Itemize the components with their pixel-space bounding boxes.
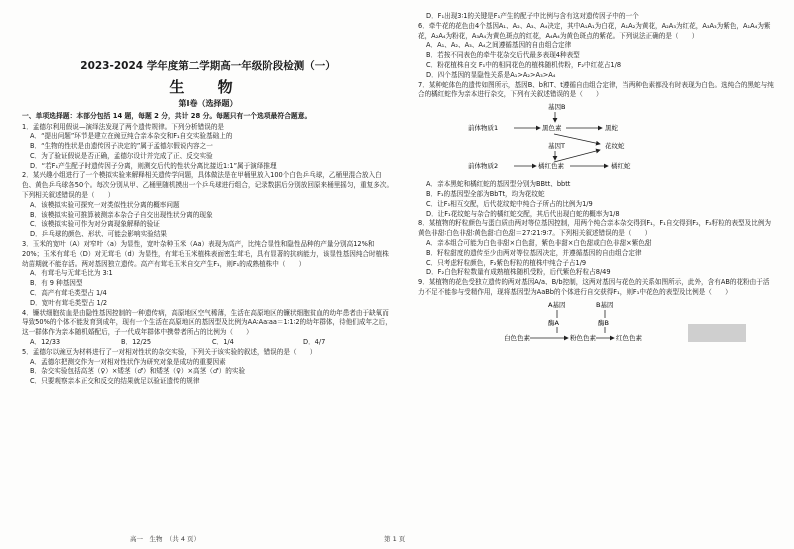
- question-3-option-d: D．宽叶有茸毛类型占 1/2: [30, 298, 108, 307]
- label-orange-snake: 橘红蛇: [611, 162, 631, 171]
- label-gene-a: A基因: [548, 300, 566, 309]
- question-2-option-d: D．乒乓球的颜色、形状、可能会影响实验结果: [30, 230, 167, 239]
- question-5-stem: 5．孟德尔以豌豆为材料进行了一对相对性状的杂交实验，下列关于该实验的叙述，错误的是（ ）: [22, 347, 317, 356]
- question-4-option-c: C．1/4: [212, 338, 234, 347]
- question-1-option-d: D．“若F₁产生配子时遗传因子分离，则测交后代的性状分离比接近1:1”属于演绎推理: [30, 161, 277, 170]
- right-column: [418, 0, 776, 549]
- question-5-option-c: C．只要观察亲本正交和反交的结果就足以验证遗传的规律: [30, 377, 200, 386]
- label-orange-pigment: 橘红色素: [538, 162, 564, 171]
- question-1-stem: 1．孟德尔利用假说—演绎法发现了两个遗传规律。下列分析错误的是: [22, 122, 225, 131]
- label-gene-b: 基因B: [548, 103, 566, 112]
- question-6-option-a: A．A₁、A₂、A₃、A₄之间遵循基因的自由组合定律: [426, 41, 572, 50]
- question-4-options: [30, 338, 394, 348]
- question-1-option-c: C．为了验证假说是否正确，孟德尔设计并完成了正、反交实验: [30, 151, 213, 160]
- arrow-orange-to-pattern: [554, 150, 600, 162]
- question-2-option-c: C．该模拟实验可作为对分离现象解释的验证: [30, 220, 160, 229]
- footer-left: 高一 生物 （共 4 页）: [130, 535, 201, 543]
- question-5-option-a: A．孟德尔把测交作为一对相对性状作为研究对象是成功的重要因素: [30, 357, 226, 366]
- exam-title: 2023-2024 学年度第二学期高一年级阶段检测（一）: [80, 60, 336, 72]
- snake-color-diagram: [418, 100, 776, 180]
- snake-pathway-svg: [418, 100, 776, 180]
- label-white-pigment: 白色色素: [504, 333, 530, 342]
- question-7-stem: 7．某种蛇体色的遗传如图所示，基因B、b和T、t遵循自由组合定律，当两种色素都没有时表现为白色。选纯合的黑蛇与纯合的橘红蛇作为亲本进行杂交，下列有关叙述错误的是（ ）: [418, 80, 774, 99]
- question-3-option-c: C．高产有茸毛类型占 1/4: [30, 289, 107, 298]
- flower-pathway-svg: [418, 298, 776, 344]
- label-pink-pigment: 粉色色素: [570, 333, 596, 342]
- question-6-option-c: C．粉花植株自交 F₁中的相同花色的植株随机传粉，F₂中红花占1/8: [426, 60, 622, 69]
- label-gene-t: 基因T: [548, 142, 565, 151]
- question-8-option-a: A．亲本组合可能为白色非甜×白色甜，紫色非甜×白色甜或白色非甜×紫色甜: [426, 238, 652, 247]
- volume-title: 第Ⅰ卷（选择题）: [178, 99, 238, 108]
- question-5-option-d: D．F₁出现3∶1的关键是F₁产生的配子中比例与含有这对遗传因子中的一个: [426, 12, 639, 20]
- label-gene-b2: B基因: [596, 300, 614, 309]
- label-enzyme-b: 酶B: [598, 318, 609, 327]
- question-4-option-d: D．4/7: [303, 338, 326, 347]
- page-number: 第 1 页: [384, 535, 406, 543]
- question-7-option-b: B．F₁的基因型全部为BbTt，均为花纹蛇: [426, 189, 545, 198]
- label-red-pigment: 红色色素: [616, 333, 642, 342]
- question-8-stem: 8．某植物的籽粒颜色与蛋白质由两对等位基因控制，用两个纯合亲本杂交得到F₁，F₁自交得到F₂，F₂籽粒的表型及比例为黄色非甜∶白色非甜∶黄色甜∶白色甜＝27∶21∶9∶7。下列相关叙述错误的是（ ）: [418, 219, 772, 238]
- section-heading: 一、单项选择题：本部分包括 14 题，每题 2 分，共计 28 分。每题只有一个选项最符合题意。: [22, 112, 312, 120]
- question-5-option-b: B．杂交实验包括高茎（♀）×矮茎（♂）和矮茎（♀）×高茎（♂）的实验: [30, 367, 246, 376]
- question-9-stem: 9．某植物的花色受独立遗传的两对基因A/a、B/b控制，这两对基因与花色的关系如图所示，此外，含有AB的花粉由于活力不足不能参与受精作用，现将基因型为AaBb的个体进行自交获得F₁，则F₁中花色的表型及比例是（ ）: [418, 278, 770, 296]
- question-2-option-a: A．该模拟实验可探究一对类似性状分离的概率问题: [30, 200, 180, 209]
- label-patterned-snake: 花纹蛇: [605, 142, 625, 151]
- question-2-stem: 2．某兴趣小组进行了一个模拟实验来解释相关遗传学问题，具体做法是在甲桶里放入100个白色乒乓球，乙桶里混合放入白色、黄色乒乓球各50个。每次分别从甲、乙桶里随机摸出一个乒乓球进行组合，记录数据后分别放回原来桶里摇匀，重复多次。下列相关叙述错误的是（ ）: [22, 171, 394, 200]
- subject-title: 生 物: [169, 78, 247, 96]
- label-enzyme-a: 酶A: [548, 318, 559, 327]
- label-black-snake: 黑蛇: [605, 124, 618, 133]
- label-precursor-2: 前体物质2: [468, 162, 499, 171]
- question-7-option-d: D．让F₁花纹蛇与杂合的橘红蛇交配，其后代出现白蛇的概率为1/8: [426, 209, 620, 218]
- question-8-option-d: D．F₂白色籽粒数量有成熟植株随机受粉，后代紫色籽粒占8/49: [426, 268, 611, 277]
- label-black-pigment: 黑色素: [542, 124, 562, 133]
- question-6-stem: 6．牵牛花的花色由4个基因A₁、A₂、A₃、A₄决定，其中A₁A₁为白花，A₁A₂为黄花，A₂A₃为红花，A₃A₃为紫色，A₁A₄为紫花，A₂A₄为粉花，A₃A₄为黄色斑点的红花，A₄A₄为黄色斑点的紫花。下列说法正确的是（ ）: [418, 21, 771, 40]
- question-7-option-c: C．让F₁相互交配，后代花纹蛇中纯合子所占的比例为1/9: [426, 199, 593, 208]
- question-8-option-c: C．只考虑籽粒颜色，F₂紫色籽粒的植株中纯合子占1/9: [426, 258, 587, 267]
- question-8-option-b: B．籽粒甜度的遗传至少由两对等位基因决定，并遵循基因的自由组合定律: [426, 248, 642, 257]
- flower-color-diagram: [418, 298, 776, 344]
- question-3-option-a: A．有茸毛与无茸毛比为 3∶1: [30, 269, 113, 278]
- redacted-block: [688, 324, 746, 342]
- question-7-option-a: A．亲本黑蛇和橘红蛇的基因型分别为BBtt、bbtt: [426, 180, 571, 189]
- question-4-option-a: A．12/33: [30, 338, 61, 347]
- question-6-option-d: D．四个基因的显隐性关系是A₁>A₂>A₃>A₄: [426, 70, 556, 79]
- question-3-stem: 3．玉米的宽叶（A）对窄叶（a）为显性，宽叶杂种玉米（Aa）表现为高产，比纯合显性和隐性品种的产量分别高12%和20%；玉米有茸毛（D）对无茸毛（d）为显性，有茸毛玉米植株表面密生茸毛，具有显著的抗病能力，该显性基因纯合时植株幼苗期就不能存活。两对基因独立遗传。高产有茸毛玉米自交产生F₁，则F₁的成熟植株中（ ）: [22, 240, 389, 268]
- question-3-option-b: B．有 9 种基因型: [30, 279, 83, 288]
- question-4-option-b: B．12/25: [121, 338, 152, 347]
- question-2-option-b: B．该模拟实验可推算被测亲本杂合子自交出现性状分离的现象: [30, 210, 213, 219]
- question-4-stem: 4．镰状细胞贫血是由隐性基因控制的一种遗传病，高原地区空气稀薄，生活在高原地区的镰状细胞贫血的幼年患者由于缺氧而导致50%的个体不能发育到成年，现有一个生活在高原地区的基因型及比例为AA∶Aa∶aa＝1∶1∶2的幼年群体，待他们成年之后，这一群体作为亲本随机婚配后，子一代成年群体中携带者所占的比例为（ ）: [22, 308, 392, 337]
- question-1-option-b: B．“生物的性状是由遗传因子决定的”属于孟德尔假说内容之一: [30, 142, 213, 151]
- label-precursor-1: 前体物质1: [468, 124, 499, 133]
- question-1-option-a: A．“提出问题”环节是建立在豌豆纯合亲本杂交和F₁自交实验基础上的: [30, 132, 233, 141]
- question-6-option-b: B．若按不同表色的牵牛花杂交后代最多表现4种表型: [426, 51, 580, 60]
- left-column: [22, 0, 394, 549]
